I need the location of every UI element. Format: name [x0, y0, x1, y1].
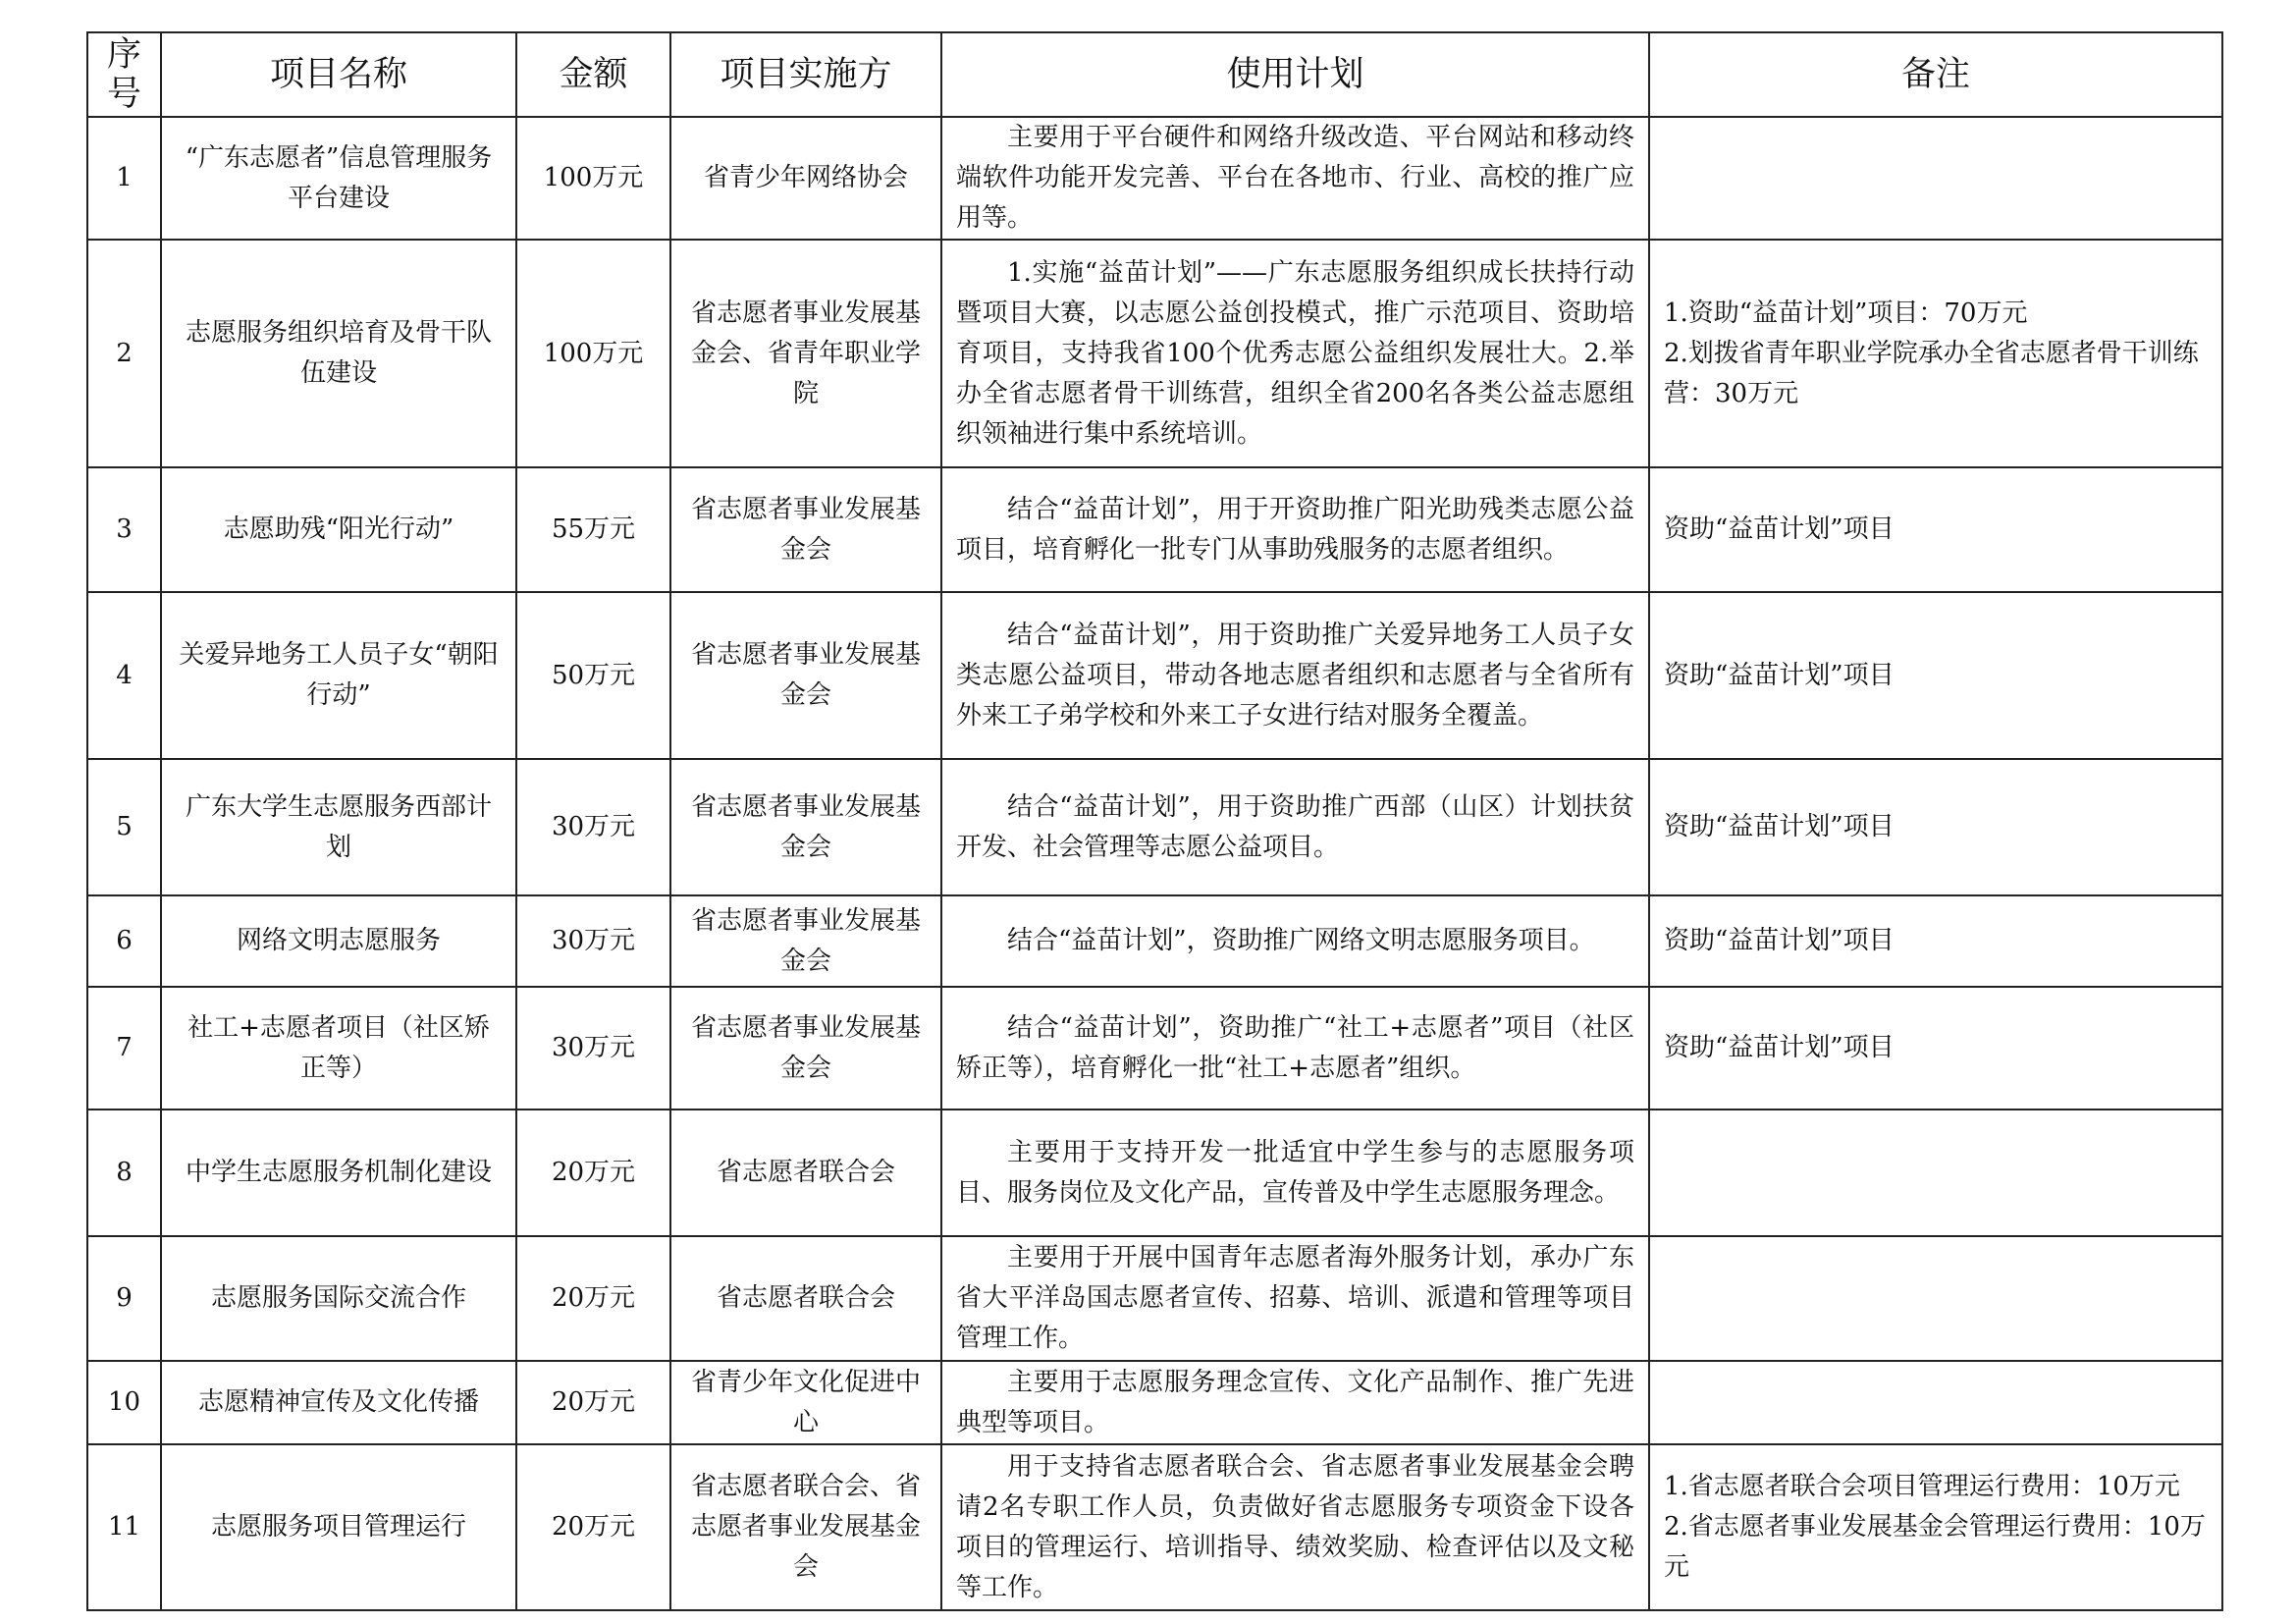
plan-cell: 用于支持省志愿者联合会、省志愿者事业发展基金会聘请2名专职工作人员，负责做好省志愿服务专项资金下设各项目的管理运行、培训指导、绩效奖励、检查评估以及文秘等工作。: [941, 1444, 1649, 1610]
plan-cell: 主要用于开展中国青年志愿者海外服务计划，承办广东省大平洋岛国志愿者宣传、招募、培训、派遣和管理等项目管理工作。: [941, 1236, 1649, 1361]
amount-cell: 20万元: [516, 1236, 670, 1361]
plan-cell: 结合“益苗计划”，资助推广网络文明志愿服务项目。: [941, 895, 1649, 987]
table-row: [87, 467, 2222, 592]
note-line: 资助“益苗计划”项目: [1664, 660, 1895, 690]
note-line: 1.省志愿者联合会项目管理运行费用：10万元: [1664, 1472, 2180, 1501]
plan-cell: 结合“益苗计划”，用于开资助推广阳光助残类志愿公益项目，培育孵化一批专门从事助残服务的志愿者组织。: [941, 467, 1649, 592]
note-line: 2.划拨省青年职业学院承办全省志愿者骨干训练营：30万元: [1664, 338, 2199, 408]
notes-cell: [1649, 759, 2222, 895]
implementer-cell: 省志愿者事业发展基金会: [670, 987, 941, 1110]
notes-cell: [1649, 240, 2222, 467]
seq-cell: 4: [87, 592, 161, 759]
implementer-cell: 省青少年文化促进中心: [670, 1361, 941, 1444]
amount-cell: 100万元: [516, 240, 670, 467]
note-line: 2.省志愿者事业发展基金会管理运行费用：10万元: [1664, 1512, 2206, 1582]
seq-cell: 3: [87, 467, 161, 592]
amount-cell: 30万元: [516, 895, 670, 987]
note-line: 资助“益苗计划”项目: [1664, 514, 1895, 544]
amount-cell: 55万元: [516, 467, 670, 592]
project-name-cell: 志愿服务组织培育及骨干队伍建设: [161, 240, 516, 467]
seq-cell: 8: [87, 1110, 161, 1236]
project-name-cell: 网络文明志愿服务: [161, 895, 516, 987]
project-name-cell: 志愿助残“阳光行动”: [161, 467, 516, 592]
project-name-cell: 中学生志愿服务机制化建设: [161, 1110, 516, 1236]
implementer-cell: 省志愿者事业发展基金会: [670, 759, 941, 895]
notes-cell: [1649, 895, 2222, 987]
seq-cell: 5: [87, 759, 161, 895]
amount-cell: 30万元: [516, 987, 670, 1110]
amount-cell: 30万元: [516, 759, 670, 895]
table-row: [87, 895, 2222, 987]
note-line: 资助“益苗计划”项目: [1664, 1033, 1895, 1062]
plan-cell: 结合“益苗计划”，资助推广“社工+志愿者”项目（社区矫正等），培育孵化一批“社工+志愿者”组织。: [941, 987, 1649, 1110]
project-name-cell: 社工+志愿者项目（社区矫正等）: [161, 987, 516, 1110]
table-row: [87, 987, 2222, 1110]
implementer-cell: 省志愿者事业发展基金会: [670, 895, 941, 987]
header-implementer: 项目实施方: [670, 32, 941, 117]
table-row: [87, 1236, 2222, 1361]
seq-cell: 7: [87, 987, 161, 1110]
header-notes: 备注: [1649, 32, 2222, 117]
project-name-cell: 志愿服务项目管理运行: [161, 1444, 516, 1610]
table-row: [87, 759, 2222, 895]
header-name: 项目名称: [161, 32, 516, 117]
implementer-cell: 省志愿者联合会: [670, 1110, 941, 1236]
plan-cell: 结合“益苗计划”，用于资助推广关爱异地务工人员子女类志愿公益项目，带动各地志愿者组织和志愿者与全省所有外来工子弟学校和外来工子女进行结对服务全覆盖。: [941, 592, 1649, 759]
note-line: 1.资助“益苗计划”项目：70万元: [1664, 298, 2028, 328]
amount-cell: 20万元: [516, 1110, 670, 1236]
amount-cell: 50万元: [516, 592, 670, 759]
seq-cell: 10: [87, 1361, 161, 1444]
note-line: 资助“益苗计划”项目: [1664, 926, 1895, 955]
table-row: [87, 1361, 2222, 1444]
project-name-cell: 关爱异地务工人员子女“朝阳行动”: [161, 592, 516, 759]
seq-cell: 11: [87, 1444, 161, 1610]
table-row: [87, 1110, 2222, 1236]
notes-cell: [1649, 467, 2222, 592]
table-row: [87, 117, 2222, 240]
plan-cell: 1.实施“益苗计划”——广东志愿服务组织成长扶持行动暨项目大赛，以志愿公益创投模式，推广示范项目、资助培育项目，支持我省100个优秀志愿公益组织发展壮大。2.举办全省志愿者骨干训练营，组织全省200名各类公益志愿组织领袖进行集中系统培训。: [941, 240, 1649, 467]
amount-cell: 20万元: [516, 1361, 670, 1444]
notes-cell: [1649, 1110, 2222, 1236]
implementer-cell: 省志愿者联合会: [670, 1236, 941, 1361]
plan-cell: 主要用于支持开发一批适宜中学生参与的志愿服务项目、服务岗位及文化产品，宣传普及中学生志愿服务理念。: [941, 1110, 1649, 1236]
seq-cell: 9: [87, 1236, 161, 1361]
notes-cell: [1649, 117, 2222, 240]
header-plan: 使用计划: [941, 32, 1649, 117]
table-row: [87, 592, 2222, 759]
plan-cell: 主要用于平台硬件和网络升级改造、平台网站和移动终端软件功能开发完善、平台在各地市、行业、高校的推广应用等。: [941, 117, 1649, 240]
table-row: [87, 240, 2222, 467]
header-row: [87, 32, 2222, 117]
header-amount: 金额: [516, 32, 670, 117]
seq-cell: 6: [87, 895, 161, 987]
project-name-cell: 志愿精神宣传及文化传播: [161, 1361, 516, 1444]
header-seq: 序号: [87, 32, 161, 117]
plan-cell: 主要用于志愿服务理念宣传、文化产品制作、推广先进典型等项目。: [941, 1361, 1649, 1444]
table-row: [87, 1444, 2222, 1610]
project-name-cell: “广东志愿者”信息管理服务平台建设: [161, 117, 516, 240]
project-name-cell: 广东大学生志愿服务西部计划: [161, 759, 516, 895]
note-line: 资助“益苗计划”项目: [1664, 812, 1895, 841]
implementer-cell: 省志愿者事业发展基金会、省青年职业学院: [670, 240, 941, 467]
notes-cell: [1649, 1444, 2222, 1610]
implementer-cell: 省志愿者联合会、省志愿者事业发展基金会: [670, 1444, 941, 1610]
amount-cell: 20万元: [516, 1444, 670, 1610]
implementer-cell: 省青少年网络协会: [670, 117, 941, 240]
seq-cell: 1: [87, 117, 161, 240]
notes-cell: [1649, 1236, 2222, 1361]
fund-allocation-table: [86, 31, 2223, 1611]
implementer-cell: 省志愿者事业发展基金会: [670, 467, 941, 592]
notes-cell: [1649, 987, 2222, 1110]
plan-cell: 结合“益苗计划”，用于资助推广西部（山区）计划扶贫开发、社会管理等志愿公益项目。: [941, 759, 1649, 895]
notes-cell: [1649, 592, 2222, 759]
notes-cell: [1649, 1361, 2222, 1444]
implementer-cell: 省志愿者事业发展基金会: [670, 592, 941, 759]
amount-cell: 100万元: [516, 117, 670, 240]
project-name-cell: 志愿服务国际交流合作: [161, 1236, 516, 1361]
seq-cell: 2: [87, 240, 161, 467]
